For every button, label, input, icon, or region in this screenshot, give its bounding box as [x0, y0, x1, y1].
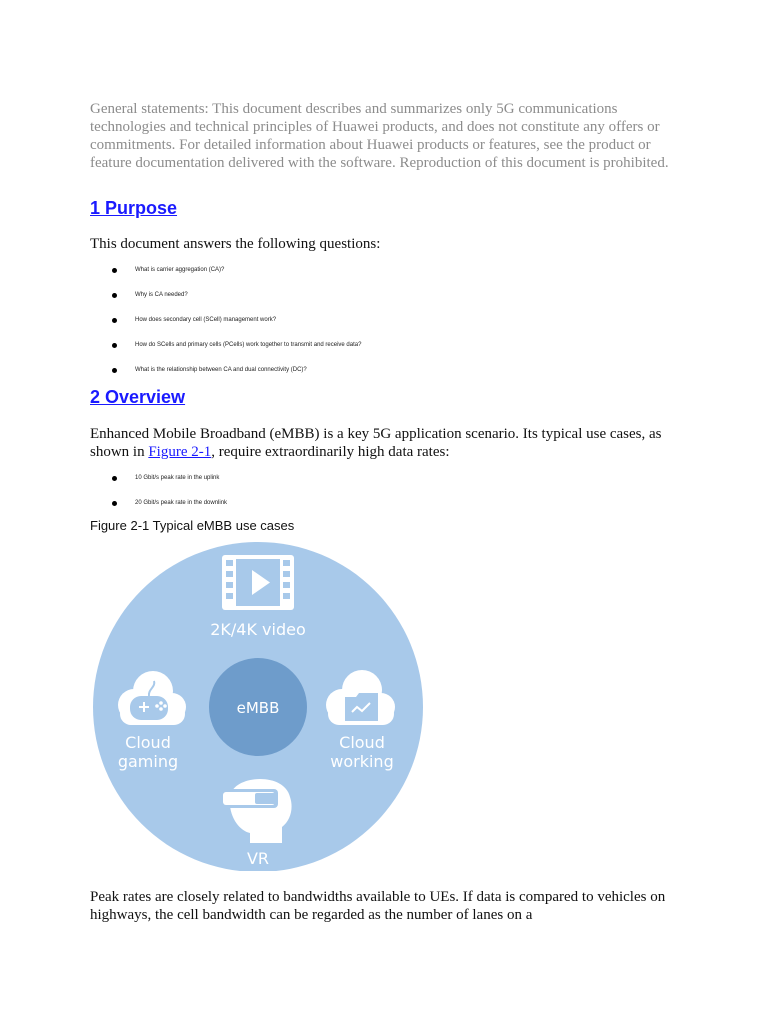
rate-text: 10 Gbit/s peak rate in the uplink [135, 475, 220, 481]
heading-overview[interactable]: 2 Overview [90, 387, 186, 407]
cloud-gaming-label-line2: gaming [117, 752, 179, 771]
question-text: Why is CA needed? [135, 292, 188, 298]
rate-text: 20 Gbit/s peak rate in the downlink [135, 500, 228, 506]
bullet-icon [112, 501, 117, 506]
center-label: eMBB [236, 699, 280, 717]
bullet-icon [112, 293, 117, 298]
film-icon [222, 555, 294, 610]
cloud-gaming-label-line1: Cloud [125, 733, 171, 752]
bullet-icon [112, 343, 117, 348]
question-text: How does secondary cell (SCell) management work? [135, 317, 277, 323]
embb-diagram [90, 535, 426, 871]
cloud-working-label-line1: Cloud [339, 733, 385, 752]
disclaimer-text: General statements: This document describes and summarizes only 5G communications technologies and technical principles of Huawei products, and does not constitute any offers or commitments. For detailed information about Huawei products or features, see the product or feature documentation delivered with the software. Reproduction of this document is prohibited. [90, 101, 669, 171]
bullet-icon [112, 476, 117, 481]
question-text: What is the relationship between CA and dual connectivity (DC)? [135, 367, 307, 373]
question-text: How do SCells and primary cells (PCells) work together to transmit and receive data? [135, 342, 362, 348]
figure-caption: Figure 2-1 Typical eMBB use cases [90, 518, 295, 533]
purpose-intro: This document answers the following questions: [90, 236, 381, 252]
bullet-icon [112, 368, 117, 373]
heading-purpose[interactable]: 1 Purpose [90, 198, 178, 218]
question-text: What is carrier aggregation (CA)? [135, 267, 225, 273]
overview-paragraph [90, 425, 690, 461]
bullet-icon [112, 268, 117, 273]
embb-figure [90, 535, 426, 876]
overview-text-before: Enhanced Mobile Broadband (eMBB) is a key 5G application scenario. Its typical use cases, as shown in [90, 426, 662, 460]
video-label: 2K/4K video [210, 620, 306, 639]
closing-paragraph: Peak rates are closely related to bandwidths available to UEs. If data is compared to vehicles on highways, the cell bandwidth can be regarded as the number of lanes on a [90, 889, 666, 923]
overview-text-after: , require extraordinarily high data rates: [211, 444, 450, 460]
figure-link[interactable]: Figure 2-1 [148, 444, 212, 460]
bullet-icon [112, 318, 117, 323]
cloud-working-label-line2: working [330, 752, 394, 771]
vr-label: VR [246, 849, 270, 868]
